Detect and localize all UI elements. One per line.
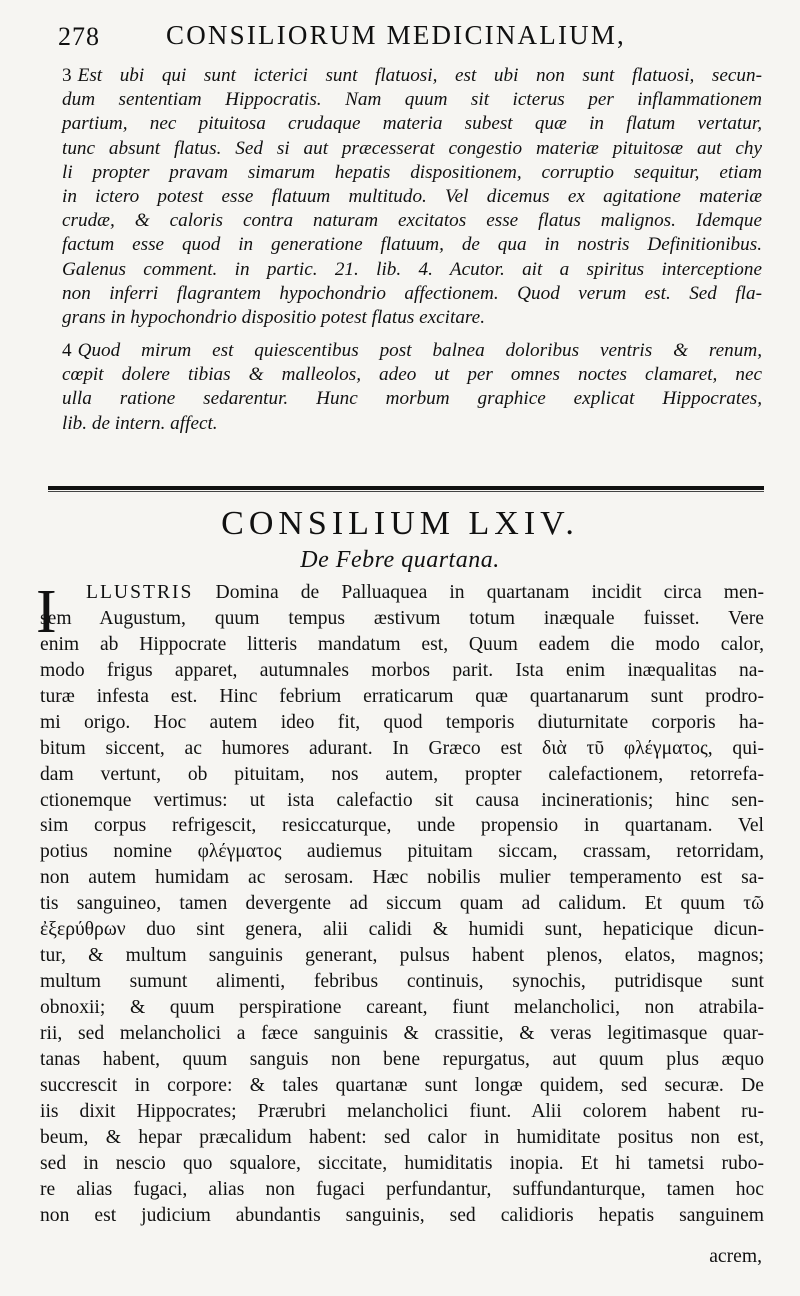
note-line	[62, 233, 762, 257]
note-line-text: li propter pravam simarum hepatis dispositionem, corruptio sequitur, etiam	[62, 161, 762, 183]
consilium-title: CONSILIUM LXIV.	[221, 505, 579, 542]
first-word: LLUSTRIS	[86, 582, 194, 603]
note-line	[62, 387, 762, 411]
note-line-text: Est ubi qui sunt icterici sunt flatuosi, est ubi non sunt flatuosi, secun-	[77, 65, 762, 86]
note-line	[62, 209, 762, 233]
body-lines	[40, 606, 764, 1229]
note-line	[62, 258, 762, 282]
body-line: succrescit in corpore: & tales quartanæ sunt longæ quidem, sed securæ. De	[40, 1074, 764, 1096]
note-line	[62, 112, 762, 136]
note-line	[62, 412, 762, 436]
note-line-text: cœpit dolere tibias & malleolos, adeo ut per omnes noctes clamaret, nec	[62, 364, 762, 386]
body-line: dam vertunt, ob pituitam, nos autem, propter calefactionem, retorrefa-	[40, 763, 764, 785]
body-line: re alias fugaci, alias non fugaci perfundantur, suffundanturque, tamen hoc	[40, 1178, 764, 1200]
body-line: multum sumunt alimenti, febribus continuis, synochis, putridisque sunt	[40, 971, 764, 993]
body-line: turæ infesta est. Hinc febrium erraticarum quæ quartanarum sunt prodro-	[40, 685, 764, 707]
body-line: modo frigus apparet, autumnales morbos parit. Ista enim inæqualitas na-	[40, 659, 764, 681]
note-line-text: tunc absunt flatus. Sed si aut præcesserat congestio materiæ pituitosæ aut chy	[62, 137, 762, 159]
note-line-text: grans in hypochondrio dispositio potest flatus excitare.	[62, 306, 485, 328]
note-line-text: crudæ, & caloris contra naturam excitatos esse flatus malignos. Idemque	[62, 210, 762, 232]
note-line-text: Quod mirum est quiescentibus post balnea doloribus ventris & renum,	[77, 340, 762, 362]
section-divider	[48, 486, 764, 490]
running-title: CONSILIORUM MEDICINALIUM,	[166, 20, 626, 50]
note-line-text: in ictero potest esse flatuum multitudo. Vel dicemus ex agitatione materiæ	[62, 185, 762, 207]
body-line: ἐξερύθρων duo sint genera, alii calidi & humidi sunt, hepaticique dicun-	[40, 919, 764, 941]
note-line	[62, 137, 762, 161]
section-divider-thin	[48, 491, 764, 492]
note-line	[62, 363, 762, 387]
footnote-block	[62, 64, 762, 436]
body-line: sed in nescio quo squalore, siccitate, humiditatis inopia. Et hi tametsi rubo-	[40, 1152, 764, 1174]
note-line	[62, 282, 762, 306]
note-line	[62, 185, 762, 209]
body-line: obnoxii; & quum perspiratione careant, fiunt melancholici, non atrabila-	[40, 997, 764, 1018]
body-line: potius nomine φλέγματος audiemus pituitam siccam, crassam, retorridam,	[40, 841, 764, 863]
body-line: non autem humidam ac serosam. Hæc nobilis mulier temperamento est sa-	[40, 867, 764, 889]
note-line	[62, 64, 762, 88]
body-line: enim ab Hippocrate litteris mandatum est, Quum eadem die modo calor,	[40, 633, 764, 655]
body-line: iis dixit Hippocrates; Prærubri melancholici fiunt. Alii colorem habent ru-	[40, 1100, 764, 1122]
body-line: tur, & multum sanguinis generant, pulsus habent plenos, elatos, magnos;	[40, 945, 764, 967]
first-line-rest: Domina de Palluaquea in quartanam incidit circa men-	[215, 582, 765, 603]
note-line-text: lib. de intern. affect.	[62, 412, 218, 434]
note-line	[62, 88, 762, 112]
note-line-text: dum sententiam Hippocratis. Nam quum sit icterus per inflammationem	[62, 89, 762, 111]
body-line: non est judicium abundantis sanguinis, sed calidioris hepatis sanguinem	[40, 1204, 764, 1226]
note-line	[62, 161, 762, 185]
body-line-first	[40, 580, 764, 606]
drop-cap: I	[36, 578, 57, 646]
note-number: 4	[62, 340, 72, 362]
body-line: bitum siccent, ac humores adurant. In Græco est διὰ τῦ φλέγματος, qui-	[40, 737, 764, 759]
note-3	[62, 64, 762, 330]
body-line: beum, & hepar præcalidum habent: sed calor in humiditate positus non est,	[40, 1126, 764, 1148]
consilium-body	[40, 580, 764, 1228]
body-line: tis sanguineo, tamen devergente ad siccum quam ad calidum. Et quum τῶ	[40, 893, 764, 915]
page-header	[58, 20, 758, 60]
note-line-text: partium, nec pituitosa crudaque materia subest quæ in flatum vertatur,	[62, 113, 762, 135]
body-line: rii, sed melancholici a fæce sanguinis & crassitie, & veras legitimasque quar-	[40, 1022, 764, 1044]
note-line	[62, 306, 762, 330]
note-line-text: Galenus comment. in partic. 21. lib. 4. Acutor. ait a spiritus interceptione	[62, 258, 762, 280]
body-line: sem Augustum, quum tempus æstivum totum inæquale fuisset. Vere	[40, 607, 764, 629]
catchword: acrem,	[709, 1246, 762, 1267]
body-line: tanas habent, quum sanguis non bene repurgatus, aut quum plus æquo	[40, 1048, 764, 1070]
body-line: sim corpus refrigescit, resiccaturque, unde propensio in quartanam. Vel	[40, 815, 764, 837]
note-line-text: ulla ratione sedarentur. Hunc morbum graphice explicat Hippocrates,	[62, 388, 762, 410]
consilium-subtitle: De Febre quartana.	[300, 547, 500, 573]
note-line-text: factum esse quod in generatione flatuum, de qua in nostris Definitionibus.	[62, 234, 762, 256]
body-line: mi origo. Hoc autem ideo fit, quod temporis diuturnitate corporis ha-	[40, 711, 764, 733]
note-line-text: non inferri flagrantem hypochondrio affectionem. Quod verum est. Sed fla-	[62, 282, 762, 304]
note-4	[62, 339, 762, 436]
note-line	[62, 339, 762, 363]
body-line: ctionemque vertimus: ut ista calefactio sit causa incinerationis; hinc sen-	[40, 789, 764, 811]
page-number: 278	[58, 22, 100, 51]
note-number: 3	[62, 65, 72, 86]
